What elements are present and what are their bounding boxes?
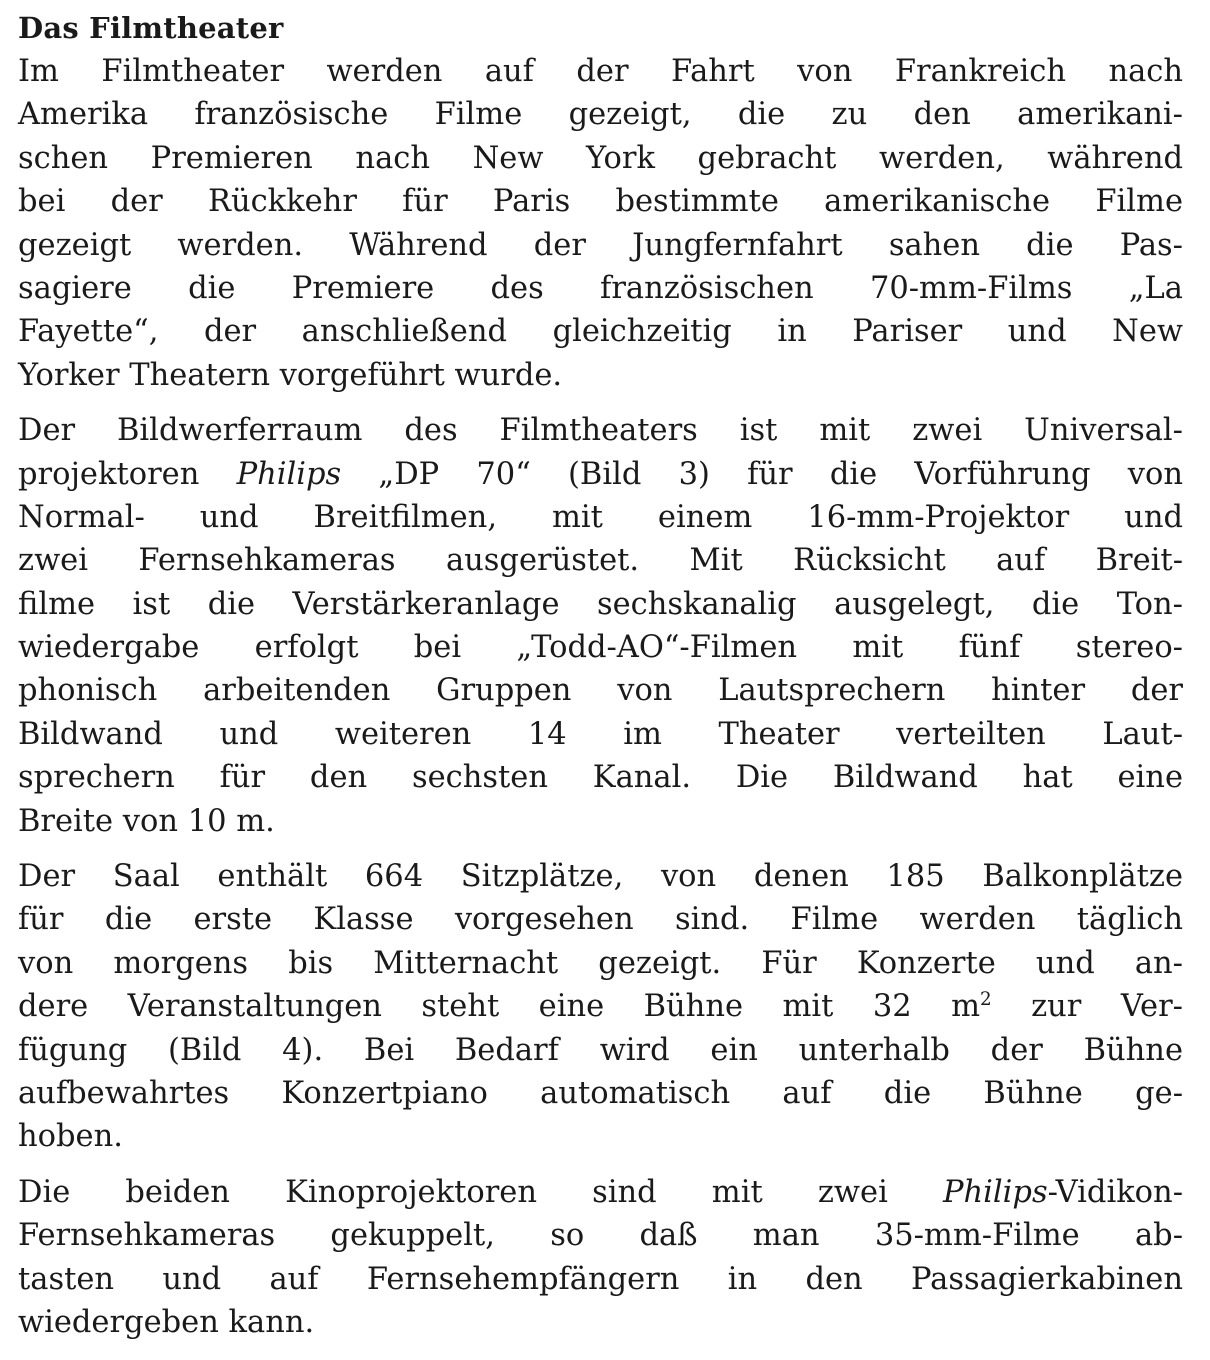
text-line: Bildwand und weiteren 14 im Theater verteilten Laut-: [18, 716, 1183, 752]
text-line: bei der Rückkehr für Paris bestimmte amerikanische Filme: [18, 184, 1183, 220]
italic-text: Philips: [942, 1174, 1048, 1210]
text-line: Breite von 10 m.: [18, 803, 275, 839]
text-line: zwei Fernsehkameras ausgerüstet. Mit Rücksicht auf Breit-: [18, 543, 1183, 579]
text-line: Normal- und Breitfilmen, mit einem 16-mm-Projektor und: [18, 499, 1183, 535]
text-segment: Die beiden Kinoprojektoren sind mit zwei: [18, 1174, 943, 1210]
text-line: sprechern für den sechsten Kanal. Die Bildwand hat eine: [18, 760, 1183, 796]
text-line: wiedergabe erfolgt bei „Todd-AO“-Filmen mit fünf stereo-: [18, 630, 1183, 666]
text-line: fügung (Bild 4). Bei Bedarf wird ein unterhalb der Bühne: [18, 1032, 1183, 1068]
text-line: Der Saal enthält 664 Sitzplätze, von denen 185 Balkonplätze: [18, 859, 1183, 895]
text-line: Im Filmtheater werden auf der Fahrt von Frankreich nach: [18, 54, 1183, 89]
text-line: [18, 985, 1183, 1028]
section-heading: Das Filmtheater: [18, 11, 284, 45]
text-line: aufbewahrtes Konzertpiano automatisch auf die Bühne ge-: [18, 1075, 1183, 1111]
paragraph: [18, 409, 1183, 843]
text-line: Fayette“, der anschließend gleichzeitig in Pariser und New: [18, 314, 1183, 350]
text-segment: dere Veranstaltungen steht eine Bühne mit 32 m: [18, 989, 980, 1025]
superscript-text: 2: [980, 989, 992, 1011]
text-segment: zur Ver-: [991, 989, 1183, 1025]
paragraph: [18, 50, 1183, 397]
text-line: für die erste Klasse vorgesehen sind. Filme werden täglich: [18, 902, 1183, 938]
text-line: hoben.: [18, 1119, 123, 1155]
italic-text: Philips: [236, 456, 342, 492]
text-line: Der Bildwerferraum des Filmtheaters ist mit zwei Universal-: [18, 413, 1183, 449]
text-segment: projektoren: [18, 456, 237, 492]
body-text: [18, 50, 1183, 1344]
text-line: [18, 1171, 1183, 1214]
text-line: Yorker Theatern vorgeführt wurde.: [18, 357, 563, 393]
paragraph: [18, 855, 1183, 1159]
text-line: filme ist die Verstärkeranlage sechskanalig ausgelegt, die Ton-: [18, 586, 1183, 622]
text-segment: -Vidikon-: [1047, 1174, 1183, 1210]
text-line: gezeigt werden. Während der Jungfernfahrt sahen die Pas-: [18, 227, 1183, 263]
text-line: tasten und auf Fernsehempfängern in den Passagierkabinen: [18, 1261, 1183, 1297]
text-line: Amerika französische Filme gezeigt, die zu den amerikani-: [18, 97, 1183, 133]
text-line: von morgens bis Mitternacht gezeigt. Für Konzerte und an-: [18, 945, 1183, 981]
text-line: phonisch arbeitenden Gruppen von Lautsprechern hinter der: [18, 673, 1183, 709]
text-line: [18, 453, 1183, 496]
text-line: Fernsehkameras gekuppelt, so daß man 35-mm-Filme ab-: [18, 1218, 1183, 1254]
text-line: schen Premieren nach New York gebracht werden, während: [18, 140, 1183, 176]
paragraph: [18, 1171, 1183, 1345]
text-segment: „DP 70“ (Bild 3) für die Vorführung von: [341, 456, 1183, 492]
text-line: sagiere die Premiere des französischen 70-mm-Films „La: [18, 270, 1183, 306]
text-line: wiedergeben kann.: [18, 1304, 315, 1340]
document-page: [18, 10, 1183, 1344]
